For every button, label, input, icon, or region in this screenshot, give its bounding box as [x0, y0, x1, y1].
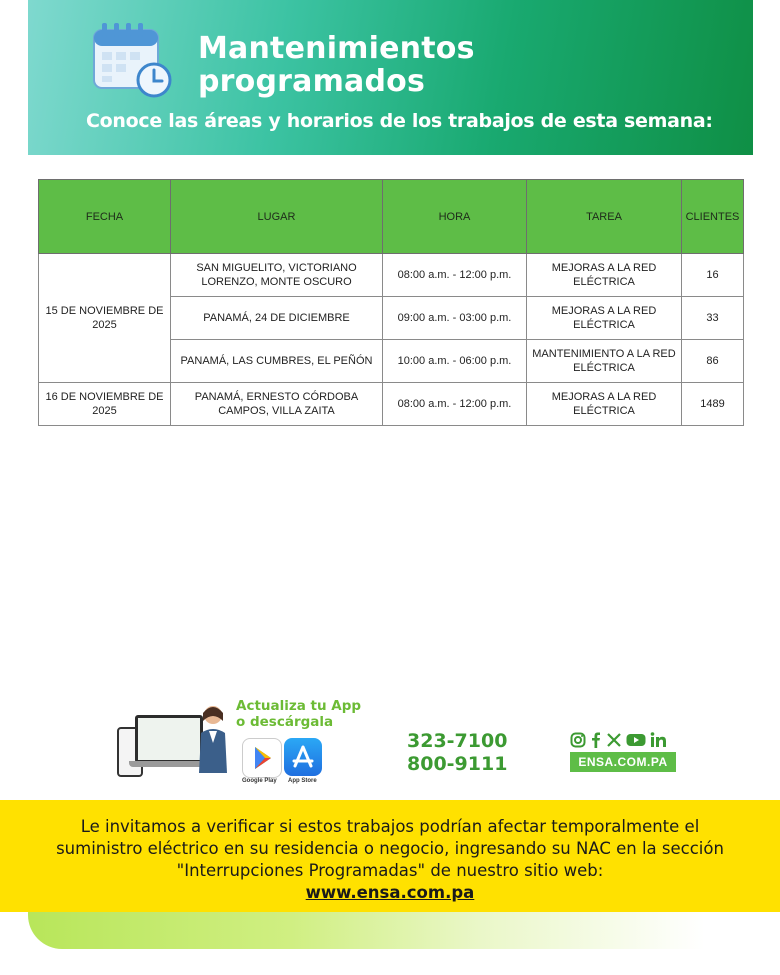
clients-cell: 16	[682, 254, 744, 297]
date-cell: 16 DE NOVIEMBRE DE 2025	[39, 383, 171, 426]
google-play-label: Google Play	[242, 778, 277, 784]
app-store-button[interactable]	[284, 738, 322, 776]
time-cell: 10:00 a.m. - 06:00 p.m.	[383, 340, 527, 383]
contact-phones	[407, 730, 507, 776]
calendar-clock-icon	[90, 20, 180, 102]
maintenance-schedule-table	[38, 179, 744, 426]
place-cell: PANAMÁ, 24 DE DICIEMBRE	[171, 297, 383, 340]
notice-text	[40, 816, 740, 904]
clients-cell: 33	[682, 297, 744, 340]
instagram-icon[interactable]	[570, 732, 586, 748]
clients-cell: 86	[682, 340, 744, 383]
time-cell: 09:00 a.m. - 03:00 p.m.	[383, 297, 527, 340]
title-line-1: Mantenimientos	[198, 31, 475, 66]
google-play-icon	[243, 739, 281, 777]
table-row	[39, 254, 744, 297]
page-title	[198, 32, 475, 98]
assistant-avatar-icon	[193, 703, 233, 773]
decorative-bottom-bar	[28, 912, 780, 949]
column-header-hora: HORA	[383, 180, 527, 254]
promo-line-2: o descárgala	[236, 714, 334, 730]
app-store-label: App Store	[288, 778, 317, 784]
page-subtitle: Conoce las áreas y horarios de los trabajos de esta semana:	[86, 110, 713, 132]
header-banner	[28, 0, 753, 155]
task-cell: MANTENIMIENTO A LA RED ELÉCTRICA	[527, 340, 682, 383]
website-badge[interactable]: ENSA.COM.PA	[570, 752, 676, 772]
time-cell: 08:00 a.m. - 12:00 p.m.	[383, 254, 527, 297]
promo-line-1: Actualiza tu App	[236, 698, 362, 714]
date-cell: 15 DE NOVIEMBRE DE 2025	[39, 254, 171, 383]
app-promo-text	[236, 698, 361, 730]
table-row	[39, 383, 744, 426]
place-cell: SAN MIGUELITO, VICTORIANO LORENZO, MONTE OSCURO	[171, 254, 383, 297]
social-links	[570, 730, 680, 750]
website-link[interactable]: www.ensa.com.pa	[305, 883, 475, 902]
phone-number-1[interactable]: 323-7100	[407, 730, 508, 752]
column-header-lugar: LUGAR	[171, 180, 383, 254]
time-cell: 08:00 a.m. - 12:00 p.m.	[383, 383, 527, 426]
youtube-icon[interactable]	[626, 732, 646, 748]
column-header-fecha: FECHA	[39, 180, 171, 254]
linkedin-icon[interactable]	[650, 732, 668, 748]
google-play-button[interactable]	[242, 738, 282, 778]
clients-cell: 1489	[682, 383, 744, 426]
task-cell: MEJORAS A LA RED ELÉCTRICA	[527, 297, 682, 340]
title-line-2: programados	[198, 64, 426, 99]
phone-number-2[interactable]: 800-9111	[407, 753, 508, 775]
place-cell: PANAMÁ, LAS CUMBRES, EL PEÑÓN	[171, 340, 383, 383]
notice-message: Le invitamos a verificar si estos trabajos podrían afectar temporalmente el suministro eléctrico en su residencia o negocio, ingresando su NAC en la sección "Interrupciones Programadas" de nuestro sitio web:	[56, 817, 724, 880]
table-header-row	[39, 180, 744, 254]
column-header-tarea: TAREA	[527, 180, 682, 254]
app-store-icon	[284, 738, 322, 776]
facebook-icon[interactable]	[590, 732, 602, 748]
task-cell: MEJORAS A LA RED ELÉCTRICA	[527, 254, 682, 297]
task-cell: MEJORAS A LA RED ELÉCTRICA	[527, 383, 682, 426]
column-header-clientes: CLIENTES	[682, 180, 744, 254]
place-cell: PANAMÁ, ERNESTO CÓRDOBA CAMPOS, VILLA ZAITA	[171, 383, 383, 426]
x-icon[interactable]	[606, 732, 622, 748]
